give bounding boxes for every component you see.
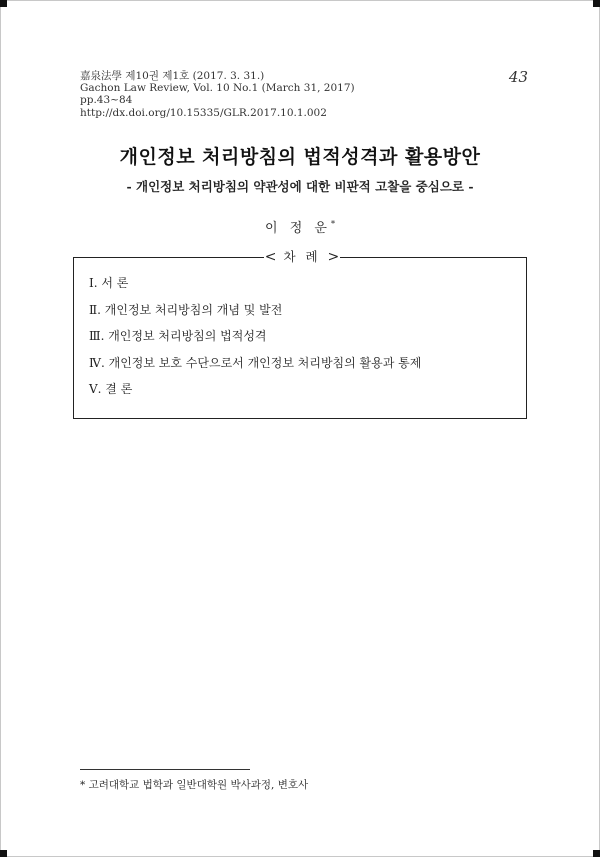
author-line (0, 217, 600, 236)
toc-item: Ⅲ. 개인정보 처리방침의 법적성격 (89, 329, 267, 343)
footnote (80, 777, 308, 792)
article-subtitle: - 개인정보 처리방침의 약관성에 대한 비판적 고찰을 중심으로 - (126, 179, 474, 194)
toc-bracket-left: < (264, 249, 277, 265)
crop-mark-bottom-left (0, 850, 7, 857)
page-range: pp.43~84 (80, 94, 133, 107)
toc-bracket-right: > (327, 249, 340, 265)
footnote-mark: * (80, 779, 86, 791)
footnote-divider (80, 769, 250, 770)
toc-heading-label: 차 례 (283, 249, 321, 264)
crop-mark-top-right (593, 0, 600, 7)
footnote-text: 고려대학교 법학과 일반대학원 박사과정, 변호사 (88, 779, 309, 791)
toc-list (89, 276, 421, 409)
article-title: 개인정보 처리방침의 법적성격과 활용방안 (119, 146, 481, 168)
page-number: 43 (508, 68, 528, 86)
journal-citation: 嘉泉法學 제10권 제1호 (2017. 3. 31.) (80, 70, 265, 82)
author-footnote-mark: * (330, 219, 335, 229)
author-name: 이 정 운 (265, 221, 331, 236)
toc-heading (264, 247, 340, 267)
toc-item: Ⅱ. 개인정보 처리방침의 개념 및 발전 (89, 302, 283, 317)
crop-mark-top-left (0, 0, 7, 7)
doi-link[interactable]: http://dx.doi.org/10.15335/GLR.2017.10.1.002 (80, 106, 327, 119)
toc-item: Ⅳ. 개인정보 보호 수단으로서 개인정보 처리방침의 활용과 통제 (89, 355, 422, 370)
journal-citation-english: Gachon Law Review, Vol. 10 No.1 (March 31, 2017) (80, 82, 355, 95)
toc-item: Ⅰ. 서 론 (89, 276, 129, 290)
crop-mark-bottom-right (593, 850, 600, 857)
journal-header (80, 70, 355, 119)
toc-item: Ⅴ. 결 론 (89, 382, 133, 396)
